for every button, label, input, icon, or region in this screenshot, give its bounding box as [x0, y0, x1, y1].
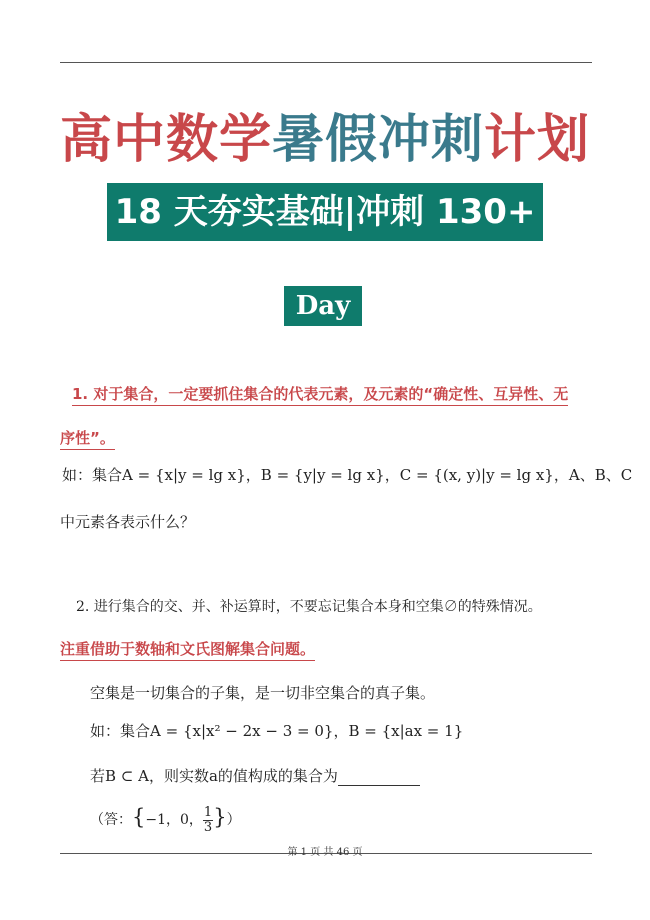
title-part-2: 暑假冲刺: [271, 110, 484, 170]
page-footer: 第 1 页 共 46 页: [287, 847, 363, 858]
section1-heading-line2: 序性”。: [60, 427, 115, 448]
fraction-one-third: $\frac{1}{3}$: [203, 804, 213, 835]
example-prefix: 如：集合: [62, 466, 123, 484]
section2-condition: 若B ⊂ A，则实数a的值构成的集合为: [90, 765, 420, 786]
set-b-expression: B = {y|y = lg x}: [260, 466, 385, 484]
set-a-expression: A = {x|y = lg x}: [122, 466, 246, 484]
section1-question: 中元素各表示什么？: [60, 513, 196, 531]
subtitle-banner: 18 天夯实基础|冲刺 130+: [107, 183, 543, 241]
section2-highlight: 注重借助于数轴和文氏图解集合问题。: [60, 638, 315, 659]
section1-example: 如：集合A = {x|y = lg x}，B = {y|y = lg x}，C = {(x, y)|y = lg x}，A、B、C: [62, 466, 633, 484]
section2-line: 2. 进行集合的交、并、补运算时，不要忘记集合本身和空集∅的特殊情况。: [76, 599, 542, 615]
set-a-quadratic: A = {x|x² − 2x − 3 = 0}: [150, 722, 334, 740]
day-label: Day 1: [284, 286, 362, 326]
section1-heading-line1: 1. 对于集合，一定要抓住集合的代表元素，及元素的“确定性、互异性、无: [72, 383, 568, 404]
title-part-3: 计划: [484, 110, 591, 170]
section2-example: 如：集合A = {x|x² − 2x − 3 = 0}，B = {x|ax = 1}: [90, 722, 464, 740]
title-part-1: 高中数学: [59, 110, 272, 170]
top-rule: [60, 62, 592, 63]
set-c-expression: C = {(x, y)|y = lg x}: [399, 466, 554, 484]
empty-set-note: 空集是一切集合的子集，是一切非空集合的真子集。: [90, 684, 436, 702]
answer-blank: [338, 771, 420, 786]
section2-answer: （答：{−1，0， $\frac{1}{3}$ }）: [90, 804, 241, 835]
page-title: [0, 108, 650, 172]
set-b-linear: B = {x|ax = 1}: [348, 722, 464, 740]
